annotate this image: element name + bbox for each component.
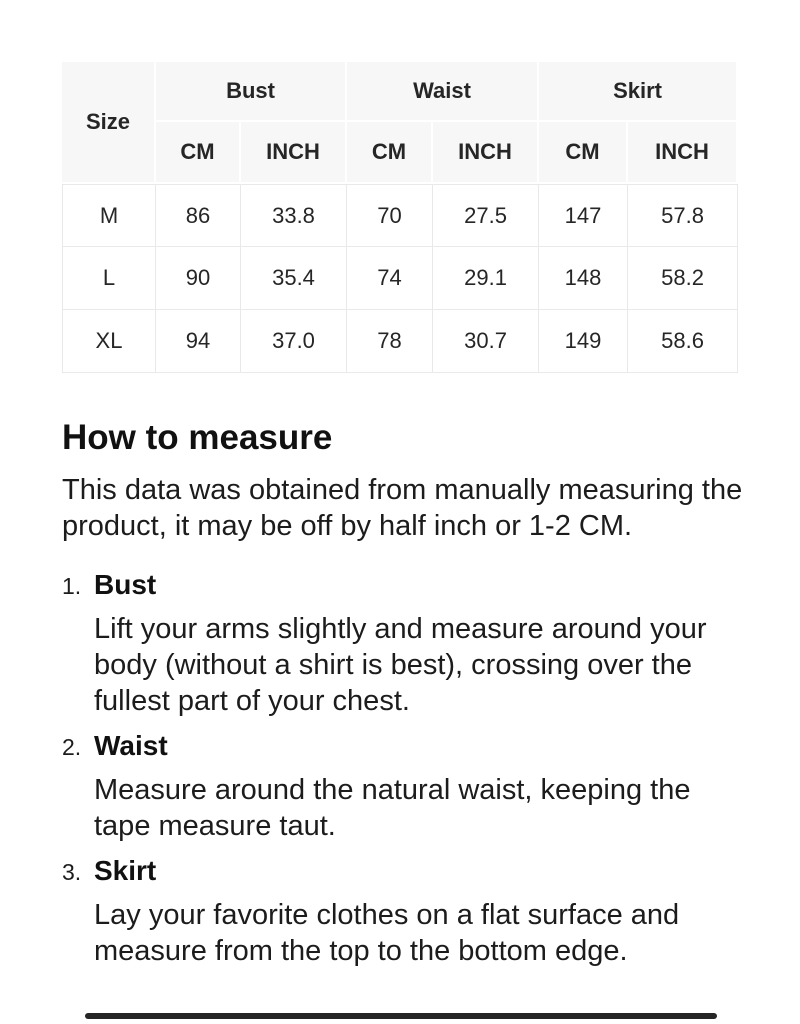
step-heading [62, 729, 762, 764]
table-row-m [62, 184, 738, 247]
value-cell: 70 [347, 184, 433, 247]
group-header-bust: Bust [156, 62, 347, 122]
value-cell: 27.5 [433, 184, 539, 247]
step-number: 2. [62, 734, 82, 760]
value-cell: 94 [156, 310, 241, 373]
table-row-xl [62, 310, 738, 373]
step-number: 3. [62, 859, 82, 885]
size-chart-table [62, 62, 738, 373]
value-cell: 86 [156, 184, 241, 247]
value-cell: 57.8 [628, 184, 738, 247]
step-term: Waist [94, 730, 168, 761]
value-cell: 148 [539, 247, 628, 310]
value-cell: 58.6 [628, 310, 738, 373]
measure-steps-list [62, 568, 762, 969]
how-to-measure-title: How to measure [62, 418, 333, 457]
value-cell: 147 [539, 184, 628, 247]
value-cell: 90 [156, 247, 241, 310]
measure-step-waist [62, 729, 762, 844]
unit-header-skirt-cm: CM [539, 122, 628, 184]
step-description: Lift your arms slightly and measure around your body (without a shirt is best), crossing over the fullest part of your chest. [94, 613, 707, 717]
step-term: Skirt [94, 855, 157, 886]
table-row-l [62, 247, 738, 310]
step-number: 1. [62, 573, 82, 599]
measure-step-skirt [62, 854, 762, 969]
value-cell: 35.4 [241, 247, 347, 310]
value-cell: 149 [539, 310, 628, 373]
step-heading [62, 854, 762, 889]
value-cell: 74 [347, 247, 433, 310]
value-cell: 58.2 [628, 247, 738, 310]
measure-disclaimer-text: This data was obtained from manually measuring the product, it may be off by half inch or 1-2 CM. [62, 474, 743, 542]
horizontal-scrollbar-thumb[interactable] [85, 1013, 717, 1019]
group-header-skirt: Skirt [539, 62, 738, 122]
size-cell: L [62, 247, 156, 310]
measure-step-bust [62, 568, 762, 719]
value-cell: 33.8 [241, 184, 347, 247]
step-description: Measure around the natural waist, keeping the tape measure taut. [94, 774, 691, 842]
step-heading [62, 568, 762, 603]
value-cell: 78 [347, 310, 433, 373]
step-term: Bust [94, 569, 157, 600]
size-cell: XL [62, 310, 156, 373]
value-cell: 37.0 [241, 310, 347, 373]
unit-header-bust-cm: CM [156, 122, 241, 184]
how-to-measure-section [62, 373, 762, 969]
unit-header-bust-inch: INCH [241, 122, 347, 184]
group-header-waist: Waist [347, 62, 539, 122]
unit-header-waist-cm: CM [347, 122, 433, 184]
value-cell: 29.1 [433, 247, 539, 310]
size-column-header: Size [62, 62, 156, 184]
size-cell: M [62, 184, 156, 247]
step-description: Lay your favorite clothes on a flat surface and measure from the top to the bottom edge. [94, 899, 680, 967]
unit-header-skirt-inch: INCH [628, 122, 738, 184]
unit-header-waist-inch: INCH [433, 122, 539, 184]
value-cell: 30.7 [433, 310, 539, 373]
